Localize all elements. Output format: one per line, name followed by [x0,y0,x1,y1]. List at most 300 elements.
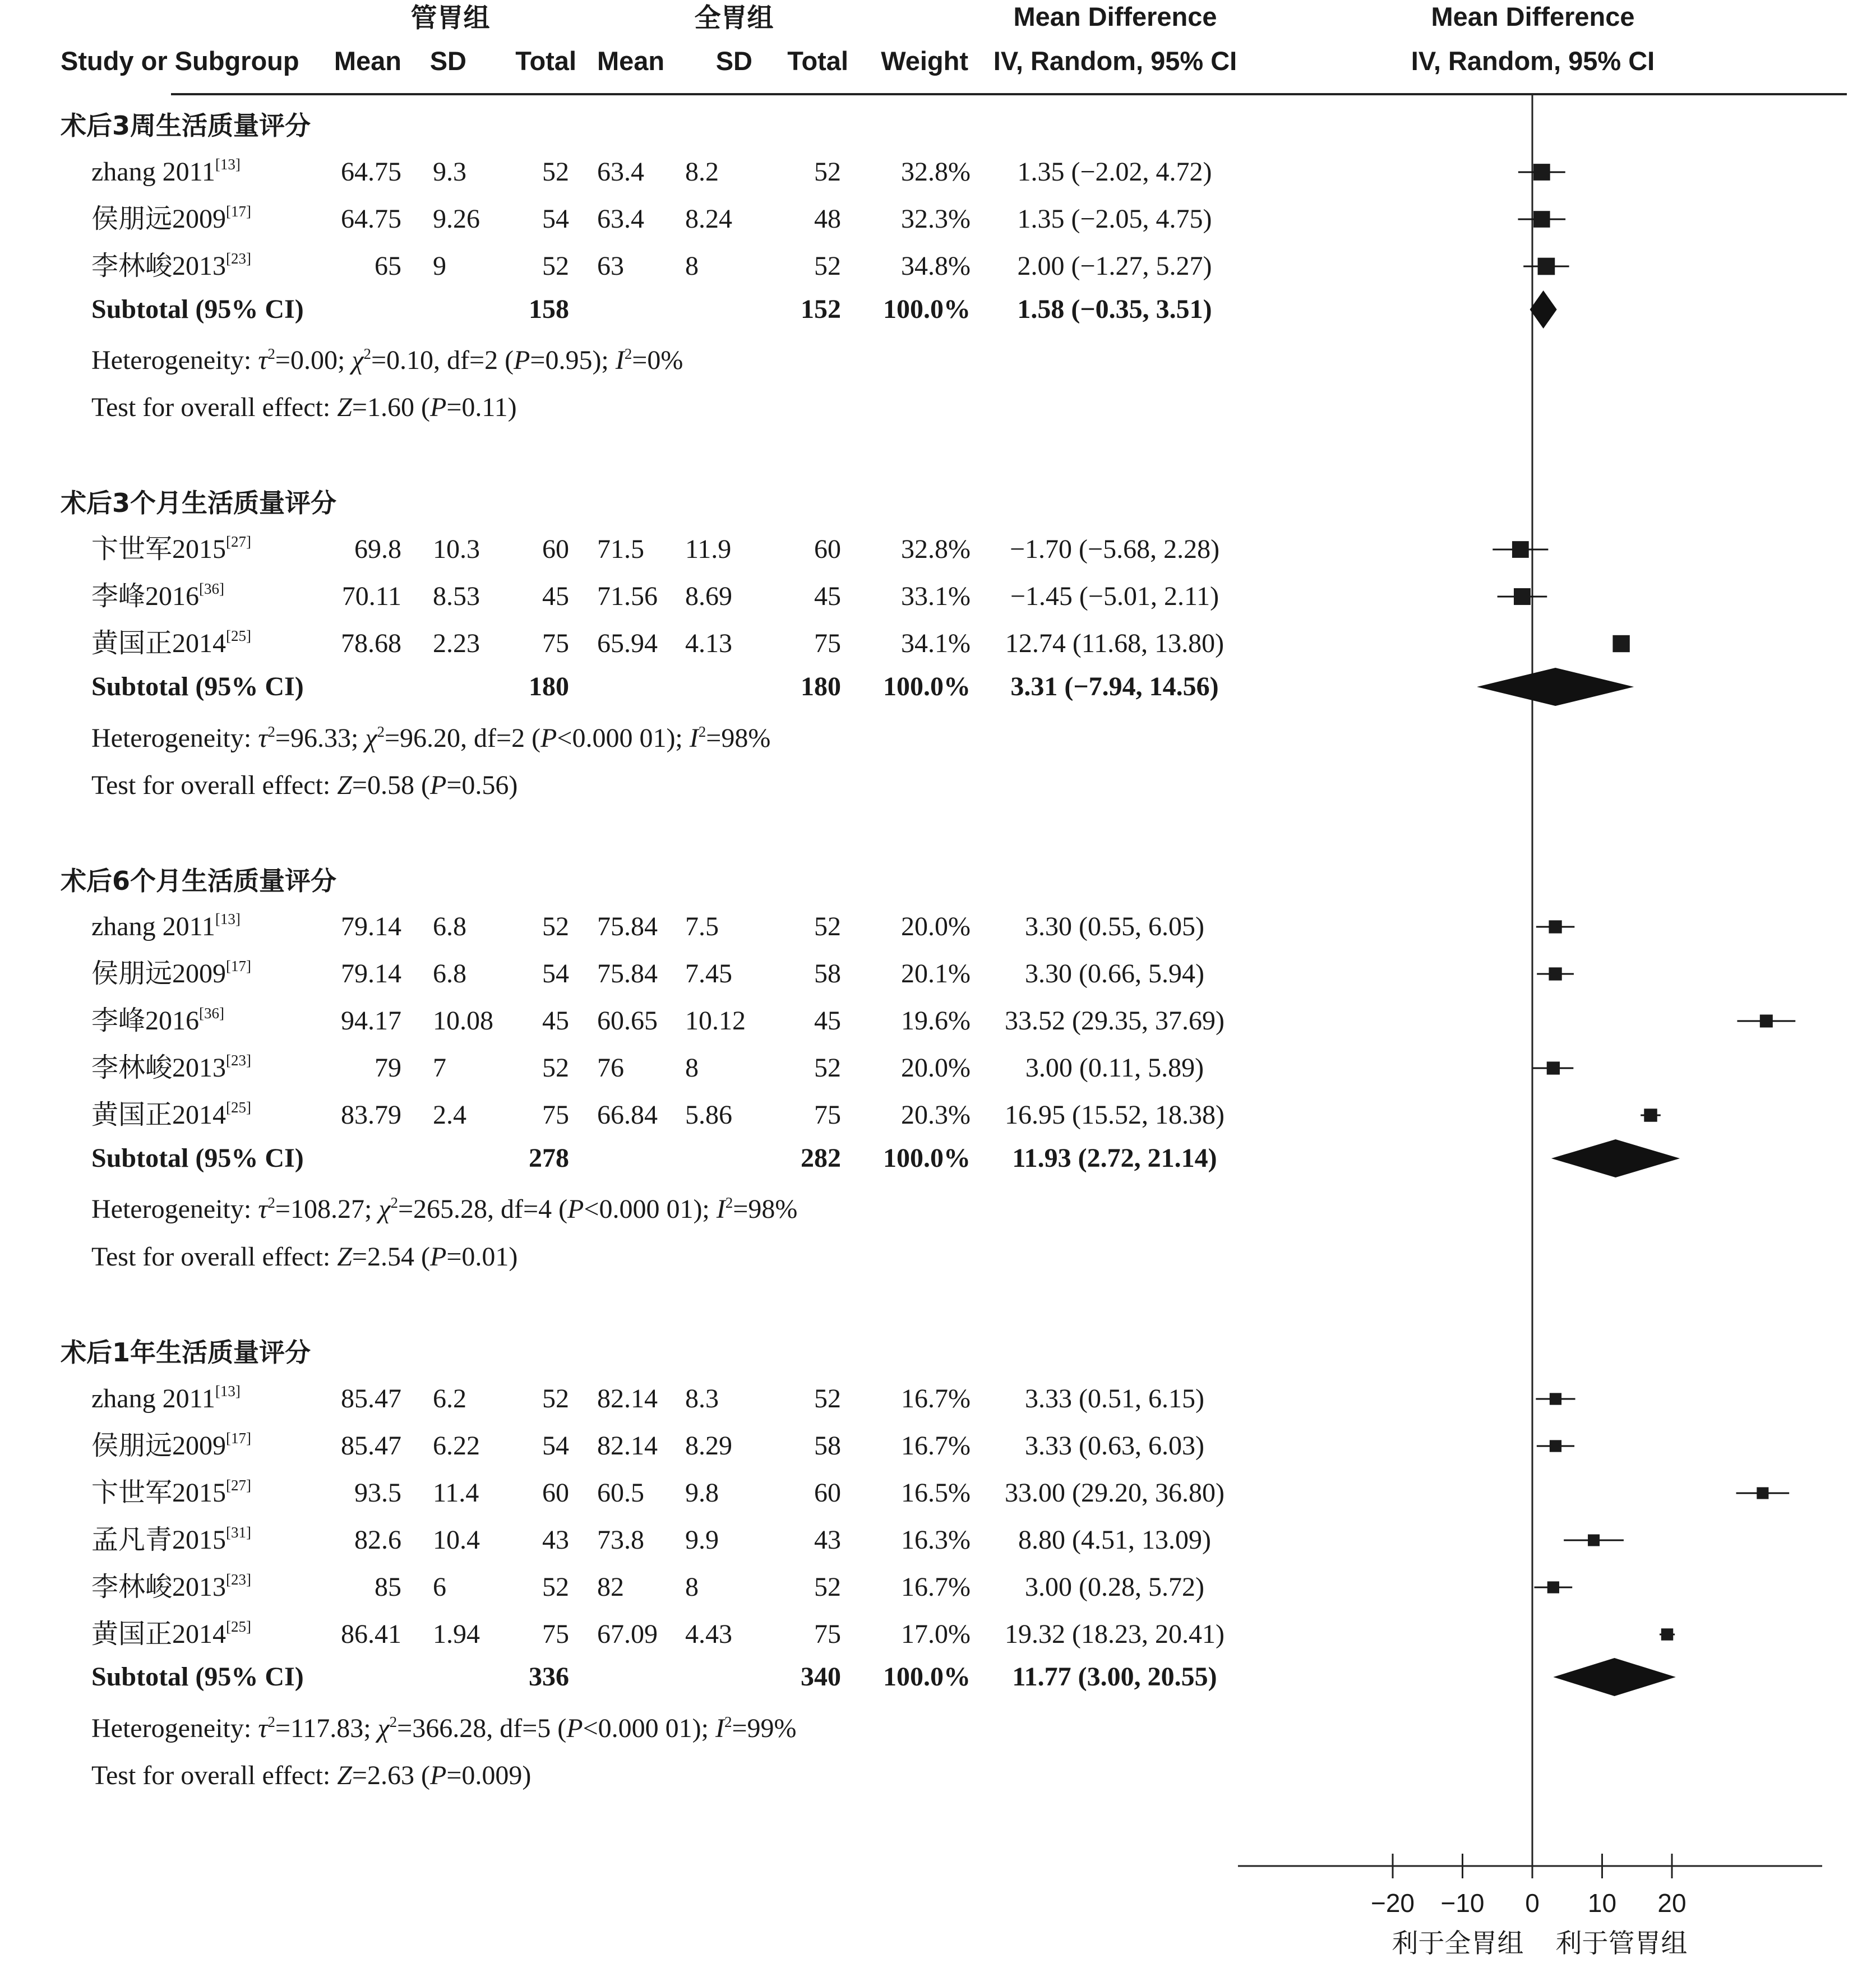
group2-mean: 63 [597,251,624,281]
study-name [91,1430,251,1461]
study-weight: 16.7% [901,1431,971,1461]
study-name-text: 李峰2016 [91,1006,200,1036]
group1-sd: 10.08 [433,1006,493,1036]
group1-total: 52 [542,1053,569,1083]
tau-squared-sup: 2 [267,1194,275,1211]
group1-total: 75 [542,1619,569,1649]
subtotal-row [91,1658,1676,1696]
group2-mean: 66.84 [597,1100,658,1130]
group1-total: 54 [542,204,569,234]
effect-square [1533,211,1550,228]
group1-total: 54 [542,959,569,989]
group2-sd: 8 [685,1053,699,1083]
study-row [91,1430,1574,1461]
group1-mean: 94.17 [341,1006,401,1036]
study-reference: [36] [199,580,224,597]
group1-total: 43 [542,1525,569,1555]
group2-total: 45 [814,1006,841,1036]
heterogeneity-prefix: Heterogeneity: [91,723,258,753]
study-reference: [17] [226,958,251,974]
effect-square [1547,1061,1560,1074]
study-mean-difference: 12.74 (11.68, 13.80) [1005,629,1225,658]
study-reference: [23] [226,1571,251,1588]
p-symbol: P [429,392,447,422]
study-reference: [36] [199,1005,224,1022]
study-row [91,1383,1575,1414]
group2-mean: 67.09 [597,1619,658,1649]
effect-square [1760,1014,1773,1027]
group2-mean: 75.84 [597,912,658,941]
chi-value: =96.20, df=2 ( [384,723,541,753]
p-symbol: P [566,1713,583,1743]
effect-square [1549,920,1561,933]
subtotal-weight: 100.0% [883,294,971,324]
study-mean-difference: −1.70 (−5.68, 2.28) [1009,534,1220,564]
favors-left-label: 利于全胃组 [1392,1928,1524,1959]
group1-mean: 85 [375,1572,401,1602]
p-symbol: P [429,770,447,800]
p-value: =0.009) [446,1761,532,1790]
heterogeneity-prefix: Heterogeneity: [91,1194,258,1224]
subtotal-mean-difference: 11.77 (3.00, 20.55) [1012,1662,1217,1692]
study-name [91,911,241,941]
study-weight: 20.0% [901,1053,971,1083]
group1-sd: 9 [433,251,446,281]
group1-total: 60 [542,534,569,564]
subtotal-label: Subtotal (95% CI) [91,672,304,701]
pooled-diamond [1553,1658,1675,1696]
group2-sd: 8.3 [685,1384,719,1414]
group2-mean: 63.4 [597,157,644,187]
study-name [91,958,251,989]
study-name [91,627,251,658]
group2-total: 43 [814,1525,841,1555]
study-name [91,580,224,611]
study-row [91,250,1569,281]
overall-effect-text [91,1242,517,1272]
p-value: =0.56) [446,770,518,800]
overall-effect-text [91,392,517,422]
study-mean-difference: −1.45 (−5.01, 2.11) [1010,581,1219,611]
group1-total: 52 [542,1384,569,1414]
z-symbol: Z [337,770,352,800]
tau-symbol: τ [258,1194,268,1224]
group1-mean: 64.75 [341,204,401,234]
study-row [91,1618,1675,1649]
chi-value: =366.28, df=5 ( [397,1713,567,1743]
study-reference: [27] [226,1477,251,1494]
overall-effect-prefix: Test for overall effect: [91,1761,338,1790]
subgroup [61,866,1795,1272]
group1-sd: 7 [433,1053,446,1083]
pooled-diamond [1477,668,1634,706]
study-name [91,1477,251,1508]
effect-square [1612,635,1629,652]
effect-square [1550,1393,1561,1405]
subtotal-row [91,1139,1680,1177]
group1-sd: 9.26 [433,204,480,234]
group2-total: 52 [814,912,841,941]
study-name-text: zhang 2011 [91,912,215,941]
z-value: =1.60 ( [352,392,430,422]
group2-mean: 60.65 [597,1006,658,1036]
study-weight: 16.7% [901,1572,971,1602]
study-row [91,1052,1573,1083]
group2-mean: 60.5 [597,1478,644,1508]
study-row [91,533,1548,564]
group2-mean: 82.14 [597,1384,658,1414]
effect-square [1538,258,1555,275]
group1-sd: 6 [433,1572,446,1602]
group1-mean: 78.68 [341,629,401,658]
group2-sd: 8 [685,1572,699,1602]
group2-sd: 4.43 [685,1619,732,1649]
mean2-header: Mean [597,46,665,76]
subtotal-mean-difference: 3.31 (−7.94, 14.56) [1010,672,1219,701]
group2-mean: 71.56 [597,581,658,611]
study-name-text: zhang 2011 [91,1384,215,1414]
i-value: =99% [732,1713,797,1743]
heterogeneity-text [91,723,770,753]
effect-square [1512,541,1529,558]
overall-effect-prefix: Test for overall effect: [91,392,338,422]
study-row [91,627,1630,658]
overall-effect-text [91,770,517,800]
group1-mean: 65 [375,251,401,281]
p-symbol: P [567,1194,584,1224]
pooled-diamond [1551,1139,1680,1177]
study-weight: 34.1% [901,629,971,658]
subtotal-weight: 100.0% [883,672,971,701]
group1-total: 75 [542,1100,569,1130]
overall-effect-prefix: Test for overall effect: [91,1242,338,1272]
subgroup-title: 术后1年生活质量评分 [61,1337,311,1368]
group2-sd: 10.12 [685,1006,746,1036]
subtotal-group2-total: 340 [801,1662,841,1692]
study-reference: [17] [226,1430,251,1447]
weight-header: Weight [881,46,968,76]
study-row [91,1477,1789,1508]
group1-total: 45 [542,1006,569,1036]
group1-sd: 8.53 [433,581,480,611]
study-name-text: 卞世军2015 [91,1478,227,1508]
subtotal-group1-total: 336 [529,1662,569,1692]
subtotal-group2-total: 180 [801,672,841,701]
study-row [91,580,1547,611]
group2-mean: 82.14 [597,1431,658,1461]
study-name-text: 侯朋远2009 [91,1431,227,1461]
study-column-header: Study or Subgroup [61,46,299,76]
i-squared-sup: 2 [724,1713,732,1730]
total2-header: Total [787,46,848,76]
chi-value: =265.28, df=4 ( [398,1194,568,1224]
study-mean-difference: 3.00 (0.11, 5.89) [1025,1053,1204,1083]
p-symbol: P [429,1242,447,1272]
heterogeneity-text [91,1194,797,1224]
group1-total: 60 [542,1478,569,1508]
effect-square [1588,1535,1600,1546]
tau-value: =108.27; [275,1194,379,1224]
group2-total: 52 [814,1384,841,1414]
study-name-text: 卞世军2015 [91,534,227,564]
study-name [91,1571,251,1602]
group2-sd: 11.9 [685,534,732,564]
subtotal-group2-total: 282 [801,1143,841,1173]
tau-squared-sup: 2 [267,723,275,740]
study-name [91,1383,241,1414]
study-name-text: 孟凡青2015 [91,1525,227,1555]
group1-mean: 64.75 [341,157,401,187]
study-weight: 17.0% [901,1619,971,1649]
group2-total: 58 [814,959,841,989]
group2-mean: 73.8 [597,1525,644,1555]
subtotal-label: Subtotal (95% CI) [91,1662,304,1692]
study-weight: 32.3% [901,204,971,234]
study-weight: 16.3% [901,1525,971,1555]
chi-squared-sup: 2 [390,1194,398,1211]
tau-symbol: τ [258,1713,268,1743]
study-mean-difference: 3.30 (0.55, 6.05) [1025,912,1204,941]
method-header: IV, Random, 95% CI [993,46,1237,76]
subtotal-group1-total: 158 [529,294,569,324]
z-value: =2.63 ( [352,1761,430,1790]
group1-total: 52 [542,251,569,281]
tau-value: =0.00; [275,345,352,375]
chi-symbol: χ [377,1713,390,1743]
z-value: =2.54 ( [352,1242,430,1272]
group1-sd: 6.8 [433,959,466,989]
x-tick-label: −10 [1440,1888,1485,1918]
study-weight: 33.1% [901,581,971,611]
study-reference: [17] [226,203,251,220]
study-row [91,156,1565,187]
i-squared-sup: 2 [698,723,706,740]
study-name-text: 黄国正2014 [91,1619,227,1649]
group2-sd: 7.45 [685,959,732,989]
study-mean-difference: 1.35 (−2.05, 4.75) [1017,204,1212,234]
group2-sd: 8.69 [685,581,732,611]
group1-mean: 69.8 [354,534,401,564]
group1-mean: 93.5 [354,1478,401,1508]
group2-sd: 8.24 [685,204,732,234]
p-value: <0.000 01); [584,1194,717,1224]
group2-mean: 65.94 [597,629,658,658]
group1-sd: 10.4 [433,1525,480,1555]
group2-total: 60 [814,534,841,564]
study-row [91,1099,1661,1130]
sd1-header: SD [429,46,466,76]
group2-total: 52 [814,251,841,281]
group1-sd: 10.3 [433,534,480,564]
study-reference: [13] [215,156,241,173]
md-header: Mean Difference [1013,2,1217,31]
study-name [91,1052,251,1083]
study-weight: 16.5% [901,1478,971,1508]
effect-square [1547,1581,1559,1593]
group2-mean: 63.4 [597,204,644,234]
group1-total: 52 [542,1572,569,1602]
subtotal-group1-total: 180 [529,672,569,701]
group2-sd: 7.5 [685,912,719,941]
group2-mean: 76 [597,1053,624,1083]
group1-sd: 6.8 [433,912,466,941]
group1-sd: 9.3 [433,157,466,187]
group1-mean: 79 [375,1053,401,1083]
plot-md-header: Mean Difference [1431,2,1635,31]
study-weight: 32.8% [901,157,971,187]
subtotal-row [91,290,1557,329]
group2-header: 全胃组 [694,3,774,34]
group1-sd: 6.22 [433,1431,480,1461]
effect-square [1514,588,1531,605]
study-name-text: 侯朋远2009 [91,204,227,234]
subtotal-group1-total: 278 [529,1143,569,1173]
group2-total: 52 [814,1572,841,1602]
effect-square [1533,164,1550,181]
i-symbol: I [689,723,699,753]
study-reference: [25] [226,627,251,644]
study-name [91,203,251,234]
study-name-text: 黄国正2014 [91,1100,227,1130]
effect-square [1550,1440,1561,1452]
subtotal-weight: 100.0% [883,1662,971,1692]
study-name-text: 侯朋远2009 [91,959,227,989]
tau-squared-sup: 2 [267,1713,275,1730]
group1-mean: 85.47 [341,1431,401,1461]
chi-squared-sup: 2 [377,723,385,740]
group2-total: 45 [814,581,841,611]
group2-sd: 8 [685,251,699,281]
total1-header: Total [515,46,576,76]
i-value: =98% [706,723,771,753]
group2-sd: 8.2 [685,157,719,187]
study-name-text: 黄国正2014 [91,629,227,658]
group2-total: 52 [814,157,841,187]
study-name [91,1099,251,1130]
group2-total: 75 [814,1619,841,1649]
group2-sd: 8.29 [685,1431,732,1461]
study-reference: [31] [226,1524,251,1541]
x-axis [1238,1854,1822,1959]
study-name-text: 李林峻2013 [91,251,227,281]
subtotal-mean-difference: 11.93 (2.72, 21.14) [1012,1143,1217,1173]
subgroup-title: 术后3周生活质量评分 [61,110,311,141]
study-row [91,1005,1795,1036]
chi-squared-sup: 2 [363,345,371,362]
plot-method-header: IV, Random, 95% CI [1411,46,1655,76]
subtotal-label: Subtotal (95% CI) [91,1143,304,1173]
p-value: =0.11) [446,392,517,422]
effect-square [1757,1487,1768,1499]
subtotal-mean-difference: 1.58 (−0.35, 3.51) [1017,294,1212,324]
study-weight: 16.7% [901,1384,971,1414]
group1-mean: 79.14 [341,912,401,941]
group2-total: 58 [814,1431,841,1461]
i-symbol: I [615,345,625,375]
i-value: =0% [632,345,683,375]
group1-sd: 11.4 [433,1478,479,1508]
heterogeneity-prefix: Heterogeneity: [91,345,258,375]
z-symbol: Z [337,1242,352,1272]
study-reference: [27] [226,533,251,550]
study-reference: [25] [226,1099,251,1116]
group1-mean: 79.14 [341,959,401,989]
group2-sd: 9.9 [685,1525,719,1555]
group2-sd: 5.86 [685,1100,732,1130]
study-mean-difference: 8.80 (4.51, 13.09) [1018,1525,1211,1555]
chi-symbol: χ [365,723,377,753]
study-name [91,533,251,564]
i-value: =98% [733,1194,798,1224]
subgroup-title: 术后6个月生活质量评分 [61,866,337,896]
subgroup [61,110,1569,422]
group2-total: 60 [814,1478,841,1508]
x-tick-label: 20 [1657,1888,1686,1918]
group2-mean: 71.5 [597,534,644,564]
p-value: =0.95); [530,345,616,375]
heterogeneity-text [91,1713,797,1743]
tau-squared-sup: 2 [267,345,275,362]
group1-sd: 2.23 [433,629,480,658]
group1-mean: 85.47 [341,1384,401,1414]
group1-total: 52 [542,912,569,941]
group1-total: 52 [542,157,569,187]
subtotal-label: Subtotal (95% CI) [91,294,304,324]
i-squared-sup: 2 [725,1194,733,1211]
study-reference: [13] [215,1383,241,1399]
z-symbol: Z [337,392,352,422]
study-reference: [23] [226,250,251,267]
study-mean-difference: 19.32 (18.23, 20.41) [1005,1619,1225,1649]
subgroup-title: 术后3个月生活质量评分 [61,488,337,518]
group1-sd: 2.4 [433,1100,466,1130]
group2-mean: 75.84 [597,959,658,989]
study-mean-difference: 16.95 (15.52, 18.38) [1005,1100,1225,1130]
sd2-header: SD [715,46,752,76]
study-name [91,1524,251,1555]
group2-sd: 4.13 [685,629,732,658]
study-name-text: 李峰2016 [91,581,200,611]
group1-total: 54 [542,1431,569,1461]
chi-squared-sup: 2 [389,1713,398,1730]
heterogeneity-prefix: Heterogeneity: [91,1713,258,1743]
p-symbol: P [514,345,530,375]
group2-mean: 82 [597,1572,624,1602]
study-weight: 20.3% [901,1100,971,1130]
p-value: <0.000 01); [557,723,690,753]
study-name-text: 李林峻2013 [91,1572,227,1602]
study-name [91,156,241,187]
group1-sd: 1.94 [433,1619,480,1649]
study-name [91,1005,224,1036]
effect-square [1549,967,1561,980]
x-tick-label: −20 [1370,1888,1415,1918]
study-mean-difference: 3.33 (0.63, 6.03) [1025,1431,1204,1461]
group2-total: 48 [814,204,841,234]
p-value: =0.01) [446,1242,518,1272]
effect-square [1644,1108,1657,1121]
z-symbol: Z [337,1761,352,1790]
tau-value: =96.33; [275,723,366,753]
study-weight: 20.0% [901,912,971,941]
study-mean-difference: 33.52 (29.35, 37.69) [1005,1006,1225,1036]
study-row [91,1524,1624,1555]
subtotal-row [91,668,1634,706]
group1-mean: 83.79 [341,1100,401,1130]
study-mean-difference: 3.00 (0.28, 5.72) [1025,1572,1204,1602]
study-mean-difference: 3.33 (0.51, 6.15) [1025,1384,1204,1414]
group2-total: 75 [814,1100,841,1130]
